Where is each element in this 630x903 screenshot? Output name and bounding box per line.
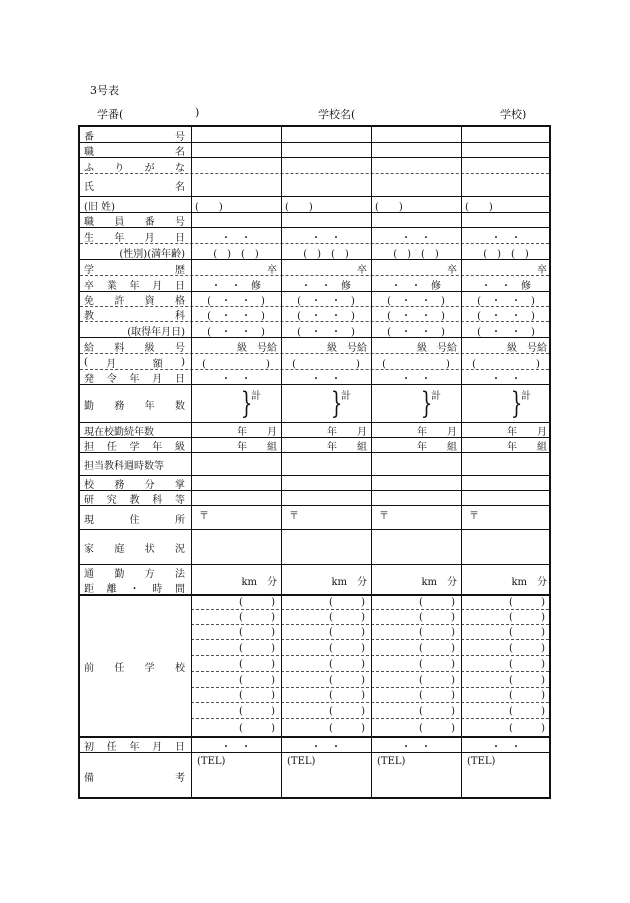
record-form-table (78, 125, 551, 799)
row-label-start-date: 発 令 年 月 日 (84, 374, 185, 385)
col3-current-years: 年 月 (417, 427, 457, 438)
col2-former-name: ( ) (285, 201, 313, 213)
col4-years-total: 計 (521, 390, 531, 402)
col1-start-date: ・ ・ (221, 374, 251, 385)
col4-prev-school-5: ( ) (509, 658, 545, 670)
col1-years-brace: } (240, 386, 253, 421)
row-label-former-name: (旧 姓) (84, 201, 115, 213)
row-label-subject: 教 科 (84, 311, 185, 322)
row-label-birth-date: 生 年 月 日 (84, 232, 185, 244)
col2-prev-school-1: ( ) (329, 597, 365, 608)
col1-prev-school-1: ( ) (239, 597, 275, 608)
row-label-current-years: 現在校勤続年数 (84, 427, 154, 438)
col2-homeroom: 年 組 (327, 442, 367, 453)
col4-license-2: ( ・ ・ ) (477, 311, 535, 322)
col3-prev-school-1: ( ) (419, 597, 455, 608)
col3-prev-school-6: ( ) (419, 674, 455, 686)
col2-postal-mark: 〒 (289, 510, 299, 522)
col3-years-total: 計 (431, 390, 441, 402)
col2-prev-school-7: ( ) (329, 690, 365, 701)
col4-education-sotsu: 卒 (537, 264, 547, 276)
col4-license-1: ( ・ ・ ) (477, 296, 535, 307)
col2-first-date: ・ ・ (311, 741, 341, 753)
col2-start-date: ・ ・ (311, 374, 341, 385)
col4-prev-school-2: ( ) (509, 612, 545, 623)
col4-former-name: ( ) (465, 201, 493, 213)
col4-prev-school-7: ( ) (509, 690, 545, 701)
col3-monthly: ( ) (382, 358, 450, 370)
col3-grad-shu: ・ ・ 修 (391, 280, 441, 292)
col1-birth-date: ・ ・ (221, 232, 251, 244)
row-label-education: 学 歴 (84, 264, 185, 276)
col2-grad-shu: ・ ・ 修 (301, 280, 351, 292)
col3-postal-mark: 〒 (379, 510, 389, 522)
row-label-address: 現 住 所 (84, 514, 185, 526)
row-label-monthly: ( 月 額 ) (84, 356, 185, 370)
col1-prev-school-8: ( ) (239, 705, 275, 717)
col4-prev-school-1: ( ) (509, 597, 545, 608)
row-label-salary: 給 料 級 号 (84, 342, 185, 354)
col4-sex-age: ( ) ( ) (483, 248, 529, 260)
col4-grad-shu: ・ ・ 修 (481, 280, 531, 292)
row-label-duties: 校 務 分 掌 (84, 480, 185, 491)
col1-license-2: ( ・ ・ ) (207, 311, 265, 322)
col4-remarks-tel: (TEL) (467, 755, 496, 767)
form-number: 3号表 (90, 84, 119, 97)
col4-monthly: ( ) (472, 358, 540, 370)
col2-years-brace: } (330, 386, 343, 421)
col2-prev-school-6: ( ) (329, 674, 365, 686)
col3-commute-time: km 分 (421, 576, 457, 588)
col1-prev-school-3: ( ) (239, 627, 275, 638)
col1-prev-school-6: ( ) (239, 674, 275, 686)
col3-former-name: ( ) (375, 201, 403, 213)
col1-salary-grade: 級 号給 (237, 342, 277, 354)
school-suffix: 学校) (500, 108, 527, 121)
col2-current-years: 年 月 (327, 427, 367, 438)
col1-commute-time: km 分 (241, 576, 277, 588)
col3-homeroom: 年 組 (417, 442, 457, 453)
row-label-family: 家 庭 状 況 (84, 544, 185, 555)
col3-first-date: ・ ・ (401, 741, 431, 753)
col4-postal-mark: 〒 (469, 510, 479, 522)
col3-remarks-tel: (TEL) (377, 755, 406, 767)
col1-former-name: ( ) (195, 201, 223, 213)
row-label-years: 勤 務 年 数 (84, 400, 185, 412)
student-no-label: 学番( (97, 108, 124, 121)
col2-sex-age: ( ) ( ) (303, 248, 349, 260)
col4-years-brace: } (510, 386, 523, 421)
row-label-commute: 通 勤 方 法 (84, 569, 185, 580)
col4-prev-school-6: ( ) (509, 674, 545, 686)
col2-monthly: ( ) (292, 358, 360, 370)
col1-years-total: 計 (251, 390, 261, 402)
row-label-prev-school: 前 任 学 校 (84, 662, 185, 674)
col4-prev-school-8: ( ) (509, 705, 545, 717)
col2-birth-date: ・ ・ (311, 232, 341, 244)
row-label-homeroom: 担 任 学 年 級 (84, 442, 185, 453)
col2-commute-time: km 分 (331, 576, 367, 588)
col2-license-3: ( ・ ・ ) (297, 326, 355, 338)
school-name-label: 学校名( (318, 108, 356, 121)
col2-prev-school-9: ( ) (329, 722, 365, 734)
row-label-hours: 担当教科週時数等 (84, 461, 164, 472)
col4-salary-grade: 級 号給 (507, 342, 547, 354)
row-label-first-date: 初 任 年 月 日 (84, 741, 185, 753)
col2-prev-school-4: ( ) (329, 642, 365, 654)
student-no-close: ) (195, 106, 200, 119)
col1-current-years: 年 月 (237, 427, 277, 438)
col4-prev-school-4: ( ) (509, 642, 545, 654)
col2-prev-school-2: ( ) (329, 612, 365, 623)
col3-license-3: ( ・ ・ ) (387, 326, 445, 338)
col3-prev-school-3: ( ) (419, 627, 455, 638)
col1-education-sotsu: 卒 (267, 264, 277, 276)
col3-license-1: ( ・ ・ ) (387, 296, 445, 307)
row-label-research: 研 究 教 科 等 (84, 495, 185, 506)
col2-license-2: ( ・ ・ ) (297, 311, 355, 322)
col4-commute-time: km 分 (511, 576, 547, 588)
col3-sex-age: ( ) ( ) (393, 248, 439, 260)
col4-first-date: ・ ・ (491, 741, 521, 753)
col4-birth-date: ・ ・ (491, 232, 521, 244)
col2-education-sotsu: 卒 (357, 264, 367, 276)
col4-current-years: 年 月 (507, 427, 547, 438)
col1-prev-school-7: ( ) (239, 690, 275, 701)
col4-prev-school-3: ( ) (509, 627, 545, 638)
row-label-license: 免 許 資 格 (84, 296, 185, 307)
col3-prev-school-7: ( ) (419, 690, 455, 701)
col2-prev-school-8: ( ) (329, 705, 365, 717)
col4-prev-school-9: ( ) (509, 722, 545, 734)
col3-prev-school-4: ( ) (419, 642, 455, 654)
col3-years-brace: } (420, 386, 433, 421)
col3-birth-date: ・ ・ (401, 232, 431, 244)
col1-homeroom: 年 組 (237, 442, 277, 453)
col4-start-date: ・ ・ (491, 374, 521, 385)
col3-license-2: ( ・ ・ ) (387, 311, 445, 322)
col2-years-total: 計 (341, 390, 351, 402)
col3-prev-school-8: ( ) (419, 705, 455, 717)
col1-prev-school-5: ( ) (239, 658, 275, 670)
col4-license-3: ( ・ ・ ) (477, 326, 535, 338)
col3-prev-school-5: ( ) (419, 658, 455, 670)
col3-start-date: ・ ・ (401, 374, 431, 385)
col1-license-3: ( ・ ・ ) (207, 326, 265, 338)
col1-license-1: ( ・ ・ ) (207, 296, 265, 307)
row-label-sex-age: (性別)(満年齢) (119, 248, 185, 260)
col2-license-1: ( ・ ・ ) (297, 296, 355, 307)
col1-prev-school-4: ( ) (239, 642, 275, 654)
col3-prev-school-2: ( ) (419, 612, 455, 623)
col2-prev-school-3: ( ) (329, 627, 365, 638)
col2-salary-grade: 級 号給 (327, 342, 367, 354)
col1-prev-school-2: ( ) (239, 612, 275, 623)
row-label-grad-date: 卒 業 年 月 日 (84, 280, 185, 292)
row-label-number: 番 号 (84, 131, 185, 143)
col3-prev-school-9: ( ) (419, 722, 455, 734)
col1-grad-shu: ・ ・ 修 (211, 280, 261, 292)
col1-remarks-tel: (TEL) (197, 755, 226, 767)
col1-postal-mark: 〒 (199, 510, 209, 522)
col1-sex-age: ( ) ( ) (213, 248, 259, 260)
row-label-acquired: (取得年月日) (127, 326, 185, 338)
row-label-furigana: ふ り が な (84, 162, 185, 174)
row-label-remarks: 備 考 (84, 772, 185, 784)
col3-education-sotsu: 卒 (447, 264, 457, 276)
row-label-name: 氏 名 (84, 182, 185, 193)
col4-homeroom: 年 組 (507, 442, 547, 453)
row-label-title: 職 名 (84, 147, 185, 158)
col3-salary-grade: 級 号給 (417, 342, 457, 354)
col2-remarks-tel: (TEL) (287, 755, 316, 767)
row-label-staff-no: 職 員 番 号 (84, 217, 185, 228)
col1-prev-school-9: ( ) (239, 722, 275, 734)
col1-first-date: ・ ・ (221, 741, 251, 753)
col2-prev-school-5: ( ) (329, 658, 365, 670)
col1-monthly: ( ) (202, 358, 270, 370)
row-label-distance: 距 離 ・ 時 間 (84, 584, 185, 595)
